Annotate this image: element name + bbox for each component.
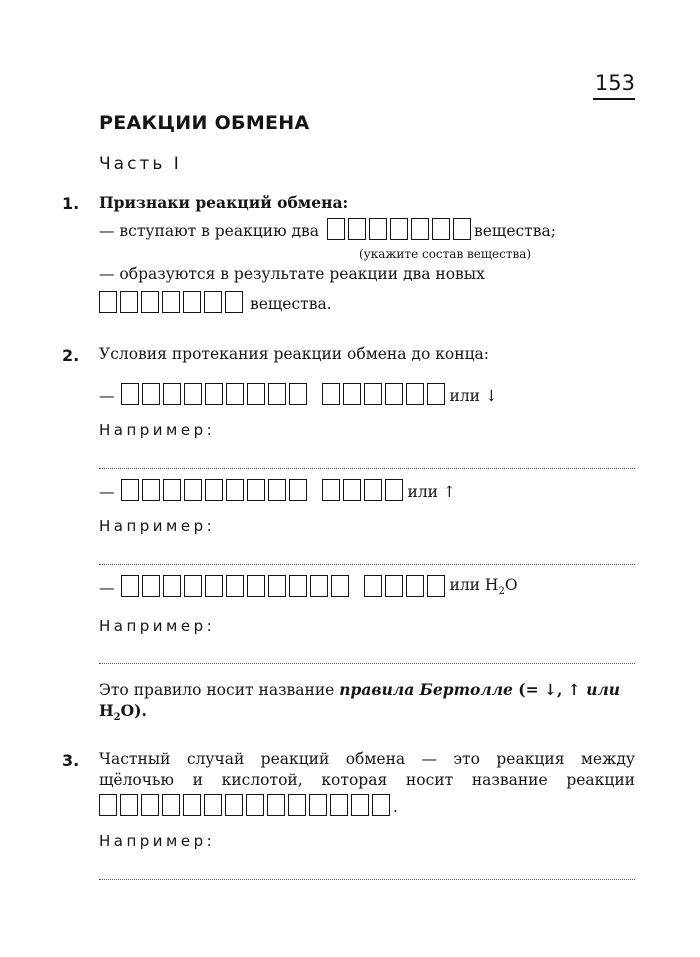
- section-title: РЕАКЦИИ ОБМЕНА: [99, 112, 310, 134]
- answer-box-condition-2a[interactable]: [121, 479, 310, 501]
- question-3-line-3: [99, 794, 398, 816]
- example-label: Например:: [99, 421, 216, 439]
- condition-2: [99, 479, 456, 501]
- answer-line[interactable]: [99, 879, 635, 880]
- answer-line[interactable]: [99, 468, 635, 469]
- example-label: Например:: [99, 617, 216, 635]
- dash: —: [99, 387, 115, 405]
- condition-3: [99, 575, 518, 597]
- berthollet-rule: Это правило носит название правила Бертолле (= ↓, ↑ или: [99, 680, 621, 699]
- question-1-line-3: [99, 291, 332, 313]
- question-3-line-2: щёлочью и кислотой, которая носит название реакции: [99, 771, 635, 789]
- condition-2-suffix: или ↑: [407, 483, 456, 501]
- answer-box-products[interactable]: [99, 291, 246, 313]
- answer-box-condition-1b[interactable]: [322, 383, 448, 405]
- answer-box-reaction-name[interactable]: [99, 794, 393, 816]
- answer-box-reagents[interactable]: [327, 218, 474, 240]
- period: .: [393, 798, 398, 816]
- question-2-heading: Условия протекания реакции обмена до конца:: [99, 345, 490, 363]
- example-label: Например:: [99, 832, 216, 850]
- page-number: 153: [593, 71, 635, 100]
- part-label: Часть I: [99, 154, 182, 174]
- condition-1: [99, 383, 498, 405]
- dash: —: [99, 483, 115, 501]
- dash: —: [99, 579, 115, 597]
- question-1-line-1: [99, 218, 556, 240]
- q1-line3-suffix: вещества.: [250, 295, 332, 313]
- q1-line1-suffix: вещества;: [474, 222, 556, 240]
- q1-hint: (укажите состав вещества): [359, 247, 532, 261]
- rule-name: правила Бертолле: [339, 680, 513, 699]
- question-3-line-1: Частный случай реакций обмена — это реакция между: [99, 750, 635, 768]
- question-1-number: 1.: [62, 194, 80, 213]
- example-label: Например:: [99, 517, 216, 535]
- answer-line[interactable]: [99, 564, 635, 565]
- condition-1-suffix: или ↓: [449, 387, 498, 405]
- answer-box-condition-1a[interactable]: [121, 383, 310, 405]
- answer-box-condition-2b[interactable]: [322, 479, 406, 501]
- berthollet-rule-end: $H_2O$).: [99, 701, 147, 724]
- answer-box-condition-3b[interactable]: [364, 575, 448, 597]
- answer-line[interactable]: [99, 663, 635, 664]
- answer-box-condition-3a[interactable]: [121, 575, 352, 597]
- question-2-number: 2.: [62, 346, 80, 365]
- q1-line1-prefix: — вступают в реакцию два: [99, 222, 320, 240]
- question-1-line-2: — образуются в результате реакции два новых: [99, 265, 485, 283]
- question-1-heading: Признаки реакций обмена:: [99, 193, 349, 212]
- question-3-number: 3.: [62, 751, 80, 770]
- condition-3-suffix: или $H_2O$: [449, 575, 518, 597]
